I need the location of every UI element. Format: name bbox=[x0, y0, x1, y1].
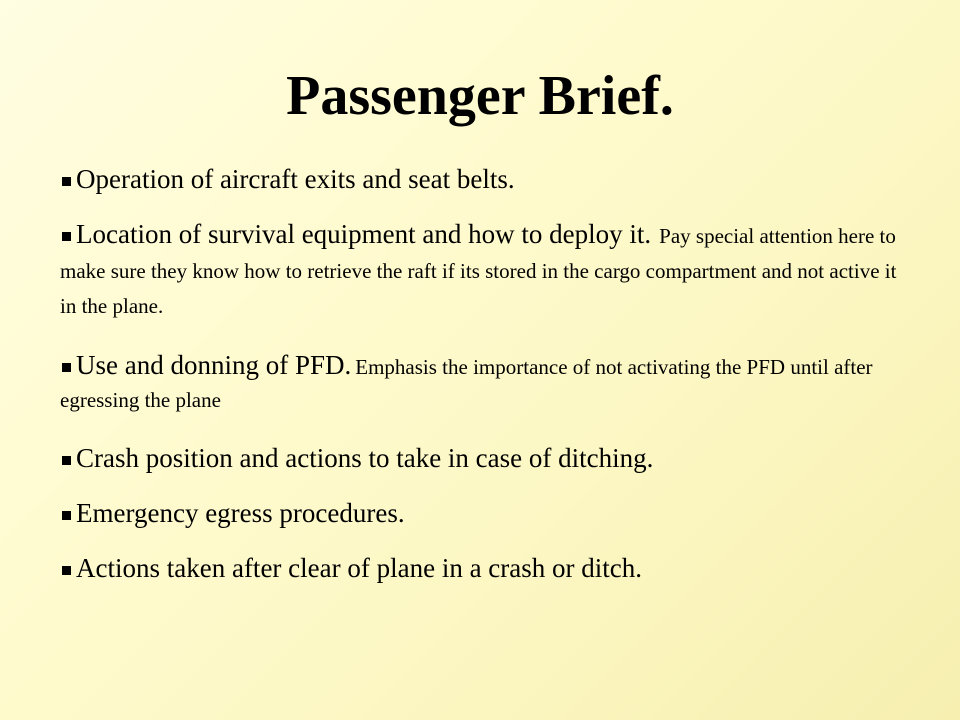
bullet-sub-text: Emphasis the importance of not activating the PFD until after egressing the plane bbox=[60, 354, 873, 412]
square-bullet-icon bbox=[62, 456, 71, 465]
square-bullet-icon bbox=[62, 511, 71, 520]
square-bullet-icon bbox=[62, 177, 71, 186]
bullet-item bbox=[60, 218, 902, 325]
bullet-main-text: Location of survival equipment and how to deploy it. bbox=[76, 218, 652, 249]
bullet-sub-text: Pay special attention here to make sure they know how to retrieve the raft if its stored in the cargo compartment and not active it in the plane. bbox=[60, 223, 897, 318]
bullet-main-text: Use and donning of PFD. bbox=[76, 349, 352, 380]
bullet-item bbox=[60, 349, 902, 418]
bullet-main-text: Crash position and actions to take in case of ditching. bbox=[76, 442, 654, 473]
bullet-item bbox=[60, 163, 902, 196]
bullet-main-text: Actions taken after clear of plane in a crash or ditch. bbox=[76, 552, 642, 583]
bullet-item bbox=[60, 497, 902, 530]
square-bullet-icon bbox=[62, 232, 71, 241]
bullet-item bbox=[60, 552, 902, 585]
square-bullet-icon bbox=[62, 363, 71, 372]
bullet-list bbox=[60, 163, 902, 585]
slide-title: Passenger Brief. bbox=[286, 65, 674, 127]
square-bullet-icon bbox=[62, 566, 71, 575]
bullet-item bbox=[60, 442, 902, 475]
bullet-main-text: Emergency egress procedures. bbox=[76, 497, 405, 528]
bullet-main-text: Operation of aircraft exits and seat belts. bbox=[76, 164, 515, 194]
